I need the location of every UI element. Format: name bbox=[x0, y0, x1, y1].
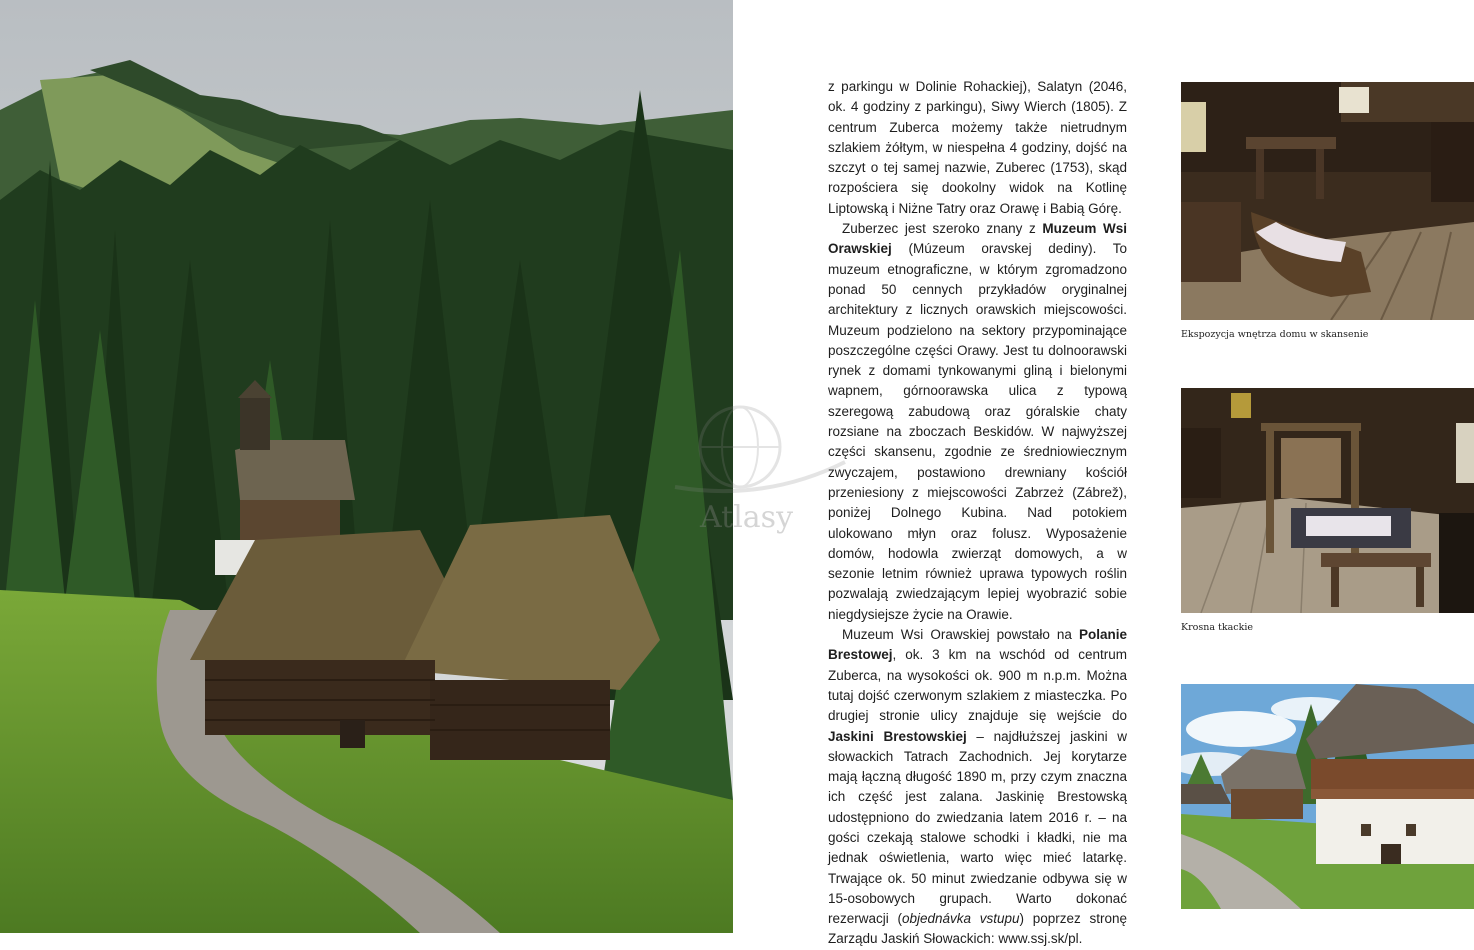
caption-loom: Krosna tkackie bbox=[1181, 622, 1254, 633]
caption-interior: Ekspozycja wnętrza domu w skansenie bbox=[1181, 329, 1369, 340]
article-text bbox=[828, 77, 1127, 950]
jaskinia-brestowska-bold: Jaskini Brestowskiej bbox=[828, 728, 967, 744]
watermark-text: Atlasy bbox=[700, 500, 794, 535]
interior-photo bbox=[1181, 82, 1474, 320]
loom-photo bbox=[1181, 388, 1474, 613]
paragraph-3: Muzeum Wsi Orawskiej powstało na Polanie Brestowej, ok. 3 km na wschód od centrum Zuberca, na wysokości ok. 900 m n.p.m. Można tutaj dojść czerwonym szlakiem z miasteczka. Po drugiej stronie ulicy znajduje się wejście do Jaskini Brestowskiej – najdłuższej jaskini w słowackich Tatrach Zachodnich. Jej korytarze mają łączną długość 1890 m, przy czym znaczna ich część jest zalana. Jaskinię Brestowską udostępniono do zwiedzania latem 2016 r. – na gości czekają stalowe schodki i kładki, nie ma jednak oświetlenia, warto więc mieć latarkę. Trwające ok. 50 minut zwiedzanie odbywa się w 15-osobowych grupach. Warto dokonać rezerwacji (objednávka vstupu) poprzez stronę Zarządu Jaskiń Słowackich: www.ssj.sk/pl. bbox=[828, 627, 1127, 947]
paragraph-2: Zuberzec jest szeroko znany z Muzeum Wsi Orawskiej (Múzeum oravskej dediny). To muzeum etnograficzne, w którym zgromadzono ponad 50 cennych przykładów oryginalnej architektury z licznych orawskich miejscowości. Muzeum podzielono na sektory przypominające poszczególne części Orawy. Jest tu dolnoorawski rynek z domami tynkowanymi gliną i bielonymi wapnem, górnoorawska ulica z typową szeregową zabudową oraz góralskie chaty rozsiane na zboczach Beskidów. W najwyższej części skansenu, zgodnie ze średniowiecznym zwyczajem, postawiono drewniany kościół przeniesiony z miejscowości Zabrzeż (Zábrež), poniżej Dolnego Kubina. Nad potokiem ulokowano młyn oraz folusz. Wyposażenie domów, hodowla zwierząt domowych, a w sezonie letnim również uprawa typowych roślin pozwalają zwiedzającym lepiej wyobrazić sobie niegdysiejsze życie na Orawie. bbox=[828, 221, 1127, 622]
reservation-term-italic: objednávka vstupu bbox=[901, 911, 1020, 927]
skansen-landscape-photo bbox=[0, 0, 733, 933]
paragraph-1: z parkingu w Dolinie Rohackiej), Salatyn (2046, ok. 4 godziny z parkingu), Siwy Wierch (1805). Z centrum Zuberca możemy także nietrudnym szlakiem żółtym, w niespełna 4 godziny, dojść na szczyt o tej samej nazwie, Zuberec (1753), skąd rozpościera się dookolny widok na Kotlinę Liptowską i Niżne Tatry oraz Orawę i Babią Górę. bbox=[828, 79, 1127, 216]
wooden-houses-photo bbox=[1181, 684, 1474, 909]
museum-name-bold: Muzeum Wsi Orawskiej bbox=[828, 221, 1127, 257]
polana-brestowa-bold: Polanie Brestowej bbox=[828, 627, 1127, 663]
